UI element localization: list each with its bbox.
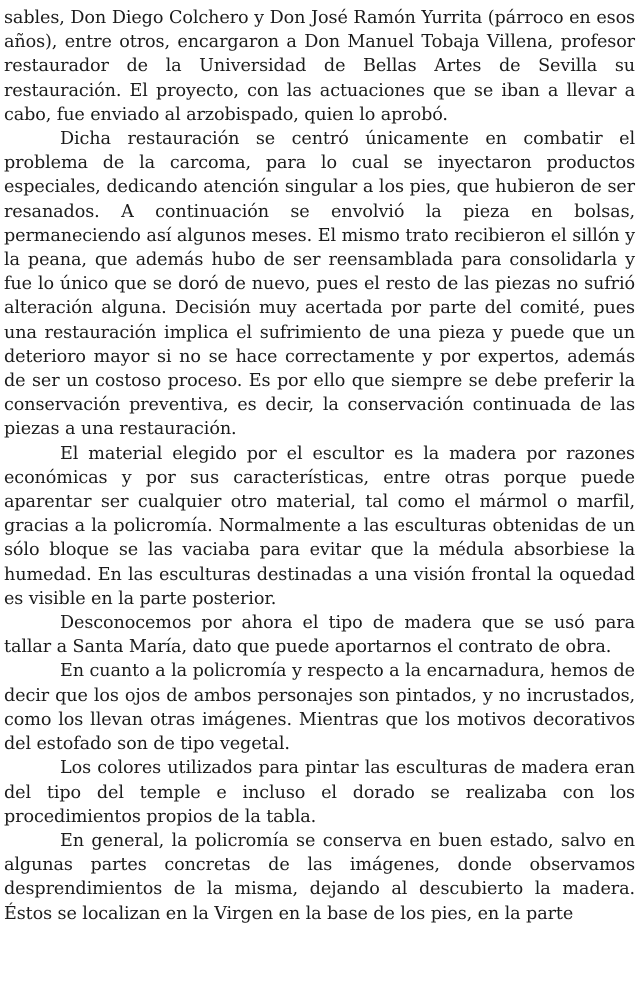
paragraph-4: Desconocemos por ahora el tipo de madera que se usó para tallar a Santa María, dato que puede aportarnos el contrato de obra. (4, 613, 635, 658)
paragraph-7: En general, la policromía se conserva en buen estado, salvo en algunas partes concretas de las imágenes, donde observamos desprendimientos de la misma, dejando al descubierto la madera. Éstos se localizan en la Virgen en la base de los pies, en la parte (4, 830, 635, 924)
paragraph-5: En cuanto a la policromía y respecto a la encarnadura, hemos de decir que los ojos de ambos personajes son pintados, y no incrustados, como los llevan otras imágenes. Mientras que los motivos decorativos del estofado son de tipo vegetal. (4, 661, 635, 755)
paragraph-2: Dicha restauración se centró únicamente en combatir el problema de la carcoma, para lo cual se inyectaron productos especiales, dedicando atención singular a los pies, que hubieron de ser resanados. A continuación se envolvió la pieza en bolsas, permaneciendo así algunos meses. El mismo trato recibieron el sillón y la peana, que además hubo de ser reensamblada para consolidarla y fue lo único que se doró de nuevo, pues el resto de las piezas no sufrió alteración alguna. Decisión muy acertada por parte del comité, pues una restauración implica el sufrimiento de una pieza y puede que un deterioro mayor si no se hace correctamente y por expertos, además de ser un costoso proceso. Es por ello que siempre se debe preferir la conservación preventiva, es decir, la conservación continuada de las piezas a una restauración. (4, 129, 635, 440)
document-page (4, 6, 635, 926)
paragraph-3: El material elegido por el escultor es la madera por razones económicas y por sus características, entre otras porque puede aparentar ser cualquier otro material, tal como el mármol o marfil, gracias a la policromía. Normalmente a las esculturas obtenidas de un sólo bloque se las vaciaba para evitar que la médula absorbiese la humedad. En las esculturas destinadas a una visión frontal la oquedad es visible en la parte posterior. (4, 443, 635, 609)
paragraph-1: sables, Don Diego Colchero y Don José Ramón Yurrita (párroco en esos años), entre otros, encargaron a Don Manuel Tobaja Villena, profesor restaurador de la Universidad de Bellas Artes de Sevilla su restauración. El proyecto, con las actuaciones que se iban a llevar a cabo, fue enviado al arzobispado, quien lo aprobó. (4, 8, 635, 125)
paragraph-6: Los colores utilizados para pintar las esculturas de madera eran del tipo del temple e incluso el dorado se realizaba con los procedimientos propios de la tabla. (4, 758, 635, 827)
